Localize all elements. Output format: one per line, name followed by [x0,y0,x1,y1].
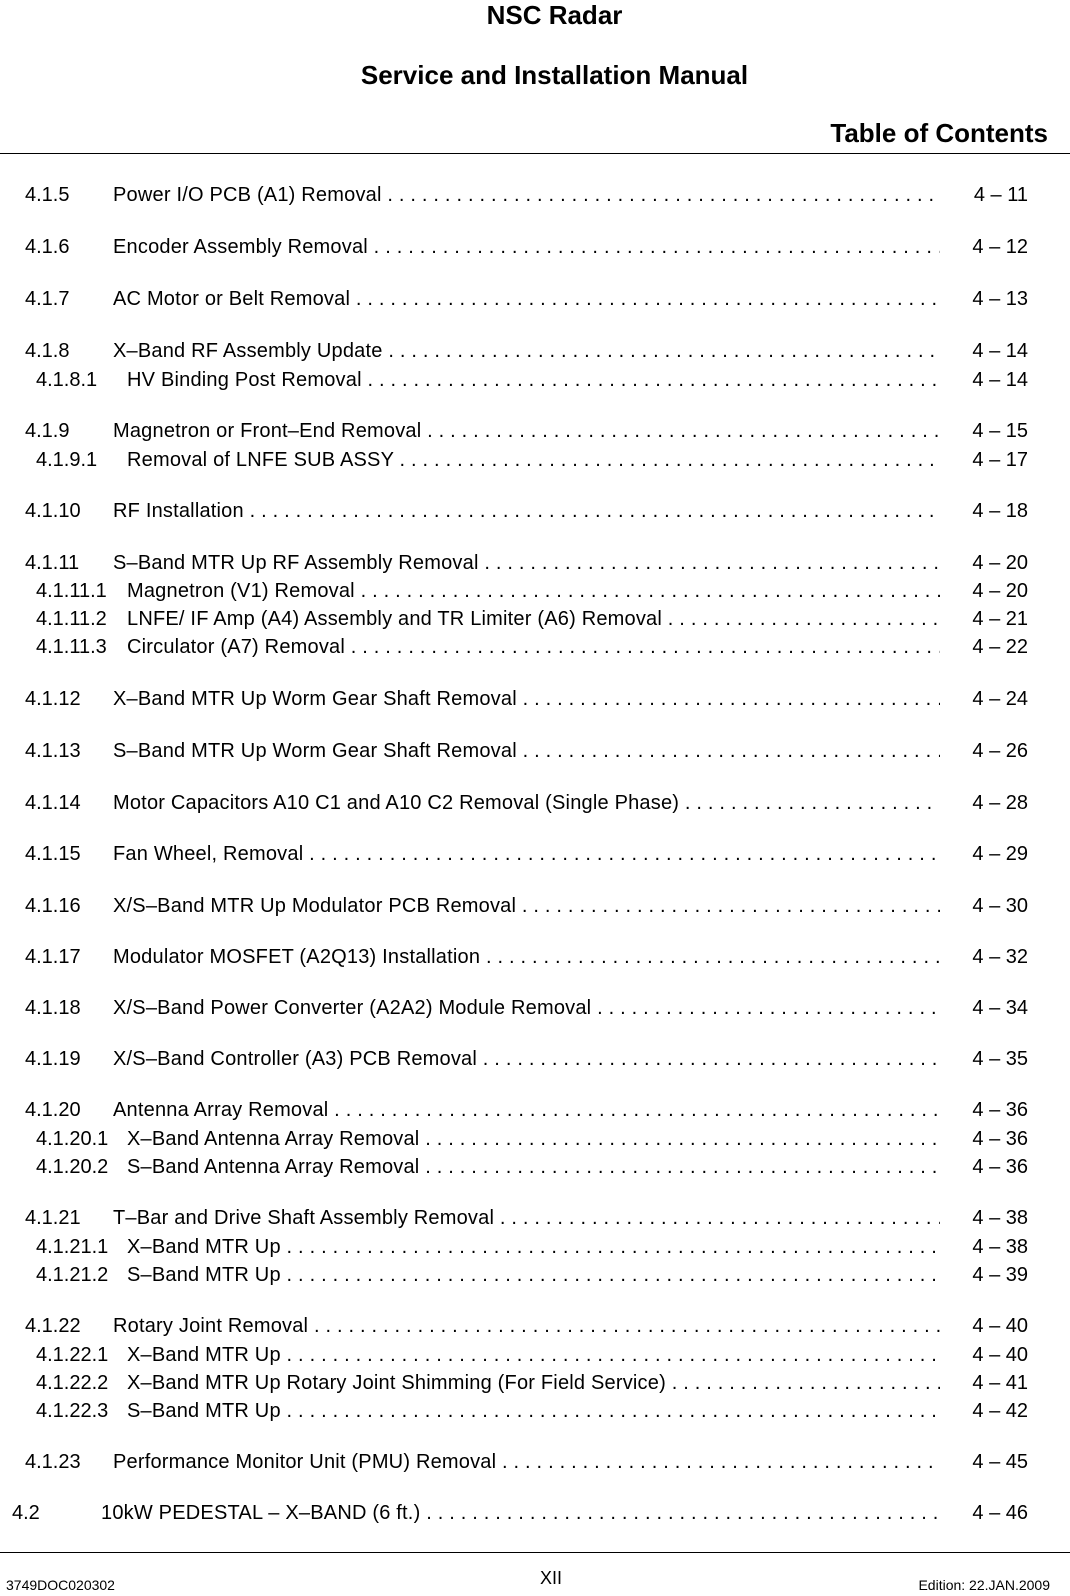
toc-entry[interactable] [0,498,1070,524]
toc-entry[interactable] [0,418,1070,444]
toc-page: 4 – 20 [972,580,1028,602]
toc-number: 4.1.9 [25,420,70,442]
toc-number: 4.1.10 [25,500,81,522]
toc-title: Circulator (A7) Removal . . . [127,634,940,660]
toc-title: S–Band MTR Up RF Assembly Removal . . . [113,550,940,576]
footer-rule [0,1552,1070,1553]
toc-number: 4.1.22 [25,1315,81,1337]
toc-entry[interactable] [0,1342,1070,1368]
toc-number: 4.1.9.1 [36,449,98,471]
toc-number: 4.1.20.2 [36,1156,109,1178]
toc-page: 4 – 12 [972,236,1028,258]
toc-title: Magnetron (V1) Removal . . . [127,578,940,604]
toc-page: 4 – 36 [972,1156,1028,1178]
toc-page: 4 – 20 [972,552,1028,574]
toc-entry[interactable] [0,1205,1070,1231]
toc-page: 4 – 21 [972,608,1028,630]
toc-title: Rotary Joint Removal . . . [113,1313,940,1339]
toc-entry[interactable] [0,286,1070,312]
toc-number: 4.1.20 [25,1099,81,1121]
toc-title: S–Band MTR Up Worm Gear Shaft Removal . . . [113,738,940,764]
toc-number: 4.1.6 [25,236,70,258]
toc-number: 4.1.8.1 [36,369,98,391]
toc-title: X/S–Band MTR Up Modulator PCB Removal . . . [113,893,940,919]
toc-page: 4 – 40 [972,1315,1028,1337]
toc-page: 4 – 29 [972,843,1028,865]
toc-title: Removal of LNFE SUB ASSY . . . [127,447,940,473]
toc-page: 4 – 41 [972,1372,1028,1394]
toc-entry[interactable] [0,634,1070,660]
toc-page: 4 – 17 [972,449,1028,471]
toc-number: 4.1.12 [25,688,81,710]
toc-title: Power I/O PCB (A1) Removal . . . [113,182,940,208]
toc-entry[interactable] [0,578,1070,604]
toc-page: 4 – 15 [972,420,1028,442]
toc-page: 4 – 26 [972,740,1028,762]
toc-page: 4 – 42 [972,1400,1028,1422]
toc-page: 4 – 32 [972,946,1028,968]
toc-entry[interactable] [0,1234,1070,1260]
toc-entry[interactable] [0,790,1070,816]
toc-page: 4 – 14 [972,340,1028,362]
toc-title: Fan Wheel, Removal . . . [113,841,940,867]
toc-number: 4.1.19 [25,1048,81,1070]
toc-number: 4.1.15 [25,843,81,865]
toc-entry[interactable] [0,1046,1070,1072]
toc-title: X–Band MTR Up Worm Gear Shaft Removal . . . [113,686,940,712]
toc-page: 4 – 11 [973,184,1028,206]
toc-page: 4 – 36 [972,1099,1028,1121]
toc-entry[interactable] [0,686,1070,712]
toc-entry[interactable] [0,944,1070,970]
toc-number: 4.1.23 [25,1451,81,1473]
toc-entry[interactable] [0,606,1070,632]
toc-page: 4 – 18 [972,500,1028,522]
toc-title: S–Band MTR Up . . . [127,1398,940,1424]
toc-number: 4.1.20.1 [36,1128,109,1150]
toc-title: T–Bar and Drive Shaft Assembly Removal . . . [113,1205,940,1231]
toc-title: X–Band RF Assembly Update . . . [113,338,940,364]
toc-page: 4 – 38 [972,1236,1028,1258]
toc-title: X–Band MTR Up . . . [127,1234,940,1260]
toc-title: S–Band MTR Up . . . [127,1262,940,1288]
toc-page: 4 – 45 [972,1451,1028,1473]
toc-title: Magnetron or Front–End Removal . . . [113,418,940,444]
toc-entry[interactable] [0,1500,1070,1526]
toc-number: 4.2 [12,1502,40,1524]
toc-entry[interactable] [0,234,1070,260]
toc-title: Antenna Array Removal . . . [113,1097,940,1123]
toc-number: 4.1.21.1 [36,1236,109,1258]
toc-number: 4.1.18 [25,997,81,1019]
toc-number: 4.1.21.2 [36,1264,109,1286]
toc-entry[interactable] [0,1154,1070,1180]
toc-page: 4 – 34 [972,997,1028,1019]
toc-number: 4.1.11.2 [36,608,107,630]
toc-number: 4.1.7 [25,288,70,310]
header-rule [0,153,1070,154]
toc-page: 4 – 24 [972,688,1028,710]
toc-page: 4 – 22 [972,636,1028,658]
toc-entry[interactable] [0,893,1070,919]
toc-entry[interactable] [0,550,1070,576]
toc-title: X–Band MTR Up Rotary Joint Shimming (For Field Service) . . . [127,1370,940,1396]
toc-entry[interactable] [0,1262,1070,1288]
toc-number: 4.1.22.1 [36,1344,109,1366]
toc-entry[interactable] [0,367,1070,393]
toc-entry[interactable] [0,1449,1070,1475]
toc-number: 4.1.22.3 [36,1400,109,1422]
toc-page: 4 – 28 [972,792,1028,814]
toc-entry[interactable] [0,1097,1070,1123]
toc-number: 4.1.11 [25,552,80,574]
toc-number: 4.1.5 [25,184,70,206]
toc-page: 4 – 36 [972,1128,1028,1150]
toc-title: Motor Capacitors A10 C1 and A10 C2 Removal (Single Phase) . . . [113,790,940,816]
toc-title: X/S–Band Power Converter (A2A2) Module Removal . . . [113,995,940,1021]
toc-title: Modulator MOSFET (A2Q13) Installation . . . [113,944,940,970]
toc-title: AC Motor or Belt Removal . . . [113,286,940,312]
toc-page: 4 – 39 [972,1264,1028,1286]
edition-date: Edition: 22.JAN.2009 [918,1577,1050,1593]
toc-page: 4 – 13 [972,288,1028,310]
toc-entry[interactable] [0,1398,1070,1424]
toc-number: 4.1.11.3 [36,636,107,658]
toc-title: HV Binding Post Removal . . . [127,367,940,393]
toc-number: 4.1.17 [25,946,81,968]
toc-page: 4 – 40 [972,1344,1028,1366]
toc-entry[interactable] [0,841,1070,867]
toc-number: 4.1.8 [25,340,70,362]
toc-entry[interactable] [0,447,1070,473]
toc-entry[interactable] [0,738,1070,764]
toc-number: 4.1.16 [25,895,81,917]
toc-page: 4 – 30 [972,895,1028,917]
toc-entry[interactable] [0,182,1070,208]
toc-page: 4 – 38 [972,1207,1028,1229]
toc-title: X–Band Antenna Array Removal . . . [127,1126,940,1152]
toc-title: Performance Monitor Unit (PMU) Removal . . . [113,1449,940,1475]
toc-title: S–Band Antenna Array Removal . . . [127,1154,940,1180]
toc-page: 4 – 14 [972,369,1028,391]
toc-page: 4 – 35 [972,1048,1028,1070]
toc-entry[interactable] [0,1370,1070,1396]
toc-entry[interactable] [0,1126,1070,1152]
manual-title: Service and Installation Manual [360,60,749,90]
toc-number: 4.1.13 [25,740,81,762]
toc-title: Encoder Assembly Removal . . . [113,234,940,260]
toc-entry[interactable] [0,338,1070,364]
document-title: NSC Radar [486,0,623,30]
section-heading: Table of Contents [830,118,1048,148]
toc-title: LNFE/ IF Amp (A4) Assembly and TR Limiter (A6) Removal . . . [127,606,940,632]
toc-page: 4 – 46 [972,1502,1028,1524]
page-number: XII [540,1568,563,1588]
toc-number: 4.1.21 [25,1207,81,1229]
toc-entry[interactable] [0,995,1070,1021]
toc-number: 4.1.11.1 [36,580,107,602]
toc-title: X–Band MTR Up . . . [127,1342,940,1368]
toc-number: 4.1.14 [25,792,81,814]
document-number: 3749DOC020302 [6,1577,115,1593]
toc-title: RF Installation . . . [113,498,940,524]
toc-entry[interactable] [0,1313,1070,1339]
toc-title: 10kW PEDESTAL – X–BAND (6 ft.) . . . [101,1500,940,1526]
toc-title: X/S–Band Controller (A3) PCB Removal . . . [113,1046,940,1072]
toc-number: 4.1.22.2 [36,1372,109,1394]
